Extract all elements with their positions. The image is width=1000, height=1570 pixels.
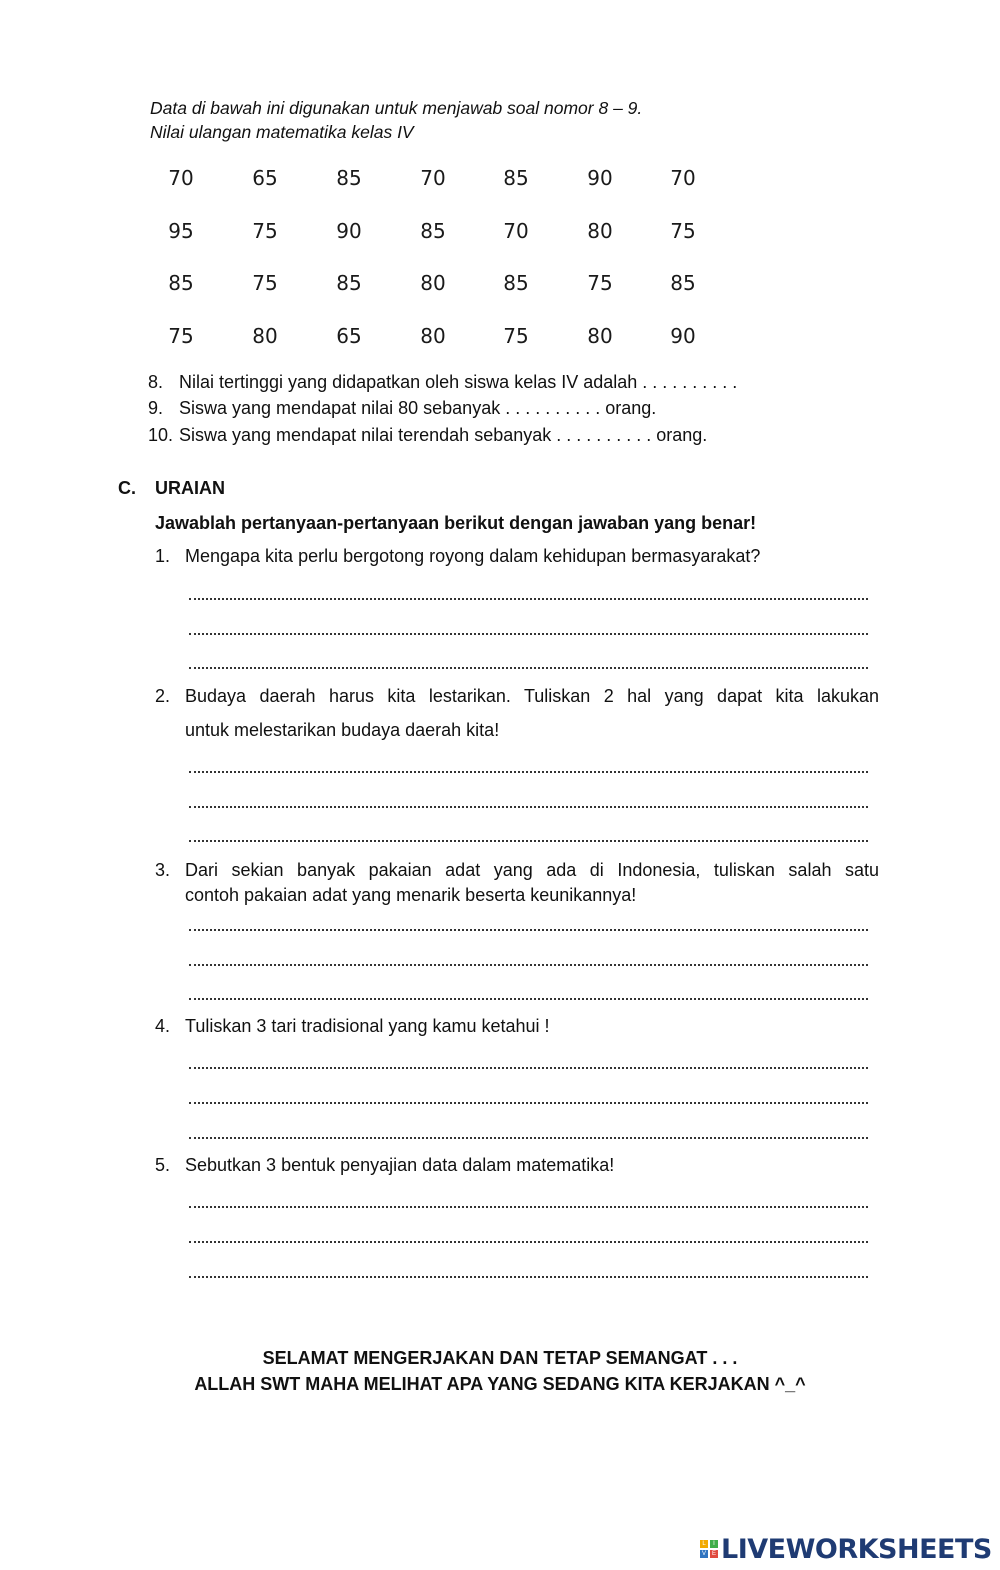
closing-line-1: SELAMAT MENGERJAKAN DAN TETAP SEMANGAT . . . (262, 1348, 738, 1368)
essay-question-1 (155, 546, 760, 567)
section-heading (118, 478, 225, 499)
question-number: 9. (148, 398, 164, 418)
answer-line[interactable] (189, 1102, 868, 1104)
question-10 (148, 425, 707, 446)
essay-question-2-text: Budaya daerah harus kita lestarikan. Tuliskan 2 hal yang dapat kita lakukan (185, 686, 879, 706)
answer-line[interactable] (189, 964, 868, 966)
logo-tile: L (700, 1540, 708, 1548)
essay-question-5 (155, 1155, 614, 1176)
closing-line-2: ALLAH SWT MAHA MELIHAT APA YANG SEDANG KITA KERJAKAN ^_^ (194, 1374, 806, 1394)
data-cell: 85 (420, 219, 446, 243)
data-cell: 80 (420, 271, 446, 295)
question-number: 5. (155, 1155, 171, 1175)
data-cell: 75 (503, 324, 529, 348)
data-cell: 85 (503, 271, 529, 295)
data-table-caption: Nilai ulangan matematika kelas IV (150, 122, 414, 142)
data-intro-line: Data di bawah ini digunakan untuk menjawab soal nomor 8 – 9. (150, 98, 643, 118)
question-text: Mengapa kita perlu bergotong royong dalam kehidupan bermasyarakat? (185, 546, 761, 566)
data-cell: 80 (587, 219, 613, 243)
data-cell: 75 (252, 219, 278, 243)
data-cell: 70 (503, 219, 529, 243)
answer-line[interactable] (189, 1137, 868, 1139)
answer-line[interactable] (189, 1241, 868, 1243)
data-cell: 90 (670, 324, 696, 348)
answer-line[interactable] (189, 1276, 868, 1278)
data-cell: 85 (670, 271, 696, 295)
question-number: 1. (155, 546, 171, 566)
logo-tile: E (711, 1551, 716, 1557)
data-cell: 80 (420, 324, 446, 348)
question-text: Nilai tertinggi yang didapatkan oleh siswa kelas IV adalah . . . . . . . . . . (179, 372, 738, 392)
essay-question-3-text: Dari sekian banyak pakaian adat yang ada di Indonesia, tuliskan salah satu (185, 860, 879, 880)
section-letter: C. (118, 478, 136, 498)
question-text: Siswa yang mendapat nilai terendah sebanyak . . . . . . . . . . orang. (179, 425, 708, 445)
data-cell: 75 (670, 219, 696, 243)
essay-question-3-number: 3. (155, 860, 171, 880)
answer-line[interactable] (189, 840, 868, 842)
data-cell: 70 (420, 166, 446, 190)
data-cell: 70 (670, 166, 696, 190)
logo-tile: V (701, 1551, 706, 1557)
question-9 (148, 398, 656, 419)
section-title: URAIAN (155, 478, 225, 498)
data-cell: 65 (336, 324, 362, 348)
data-cell: 90 (336, 219, 362, 243)
answer-line[interactable] (189, 998, 868, 1000)
liveworksheets-brand (700, 1534, 992, 1564)
question-8 (148, 372, 737, 393)
question-number: 8. (148, 372, 164, 392)
question-text: Sebutkan 3 bentuk penyajian data dalam matematika! (185, 1155, 615, 1175)
data-cell: 90 (587, 166, 613, 190)
data-cell: 85 (168, 271, 194, 295)
answer-line[interactable] (189, 1067, 868, 1069)
data-cell: 85 (503, 166, 529, 190)
answer-line[interactable] (189, 771, 868, 773)
answer-line[interactable] (189, 598, 868, 600)
essay-question-2-continued: untuk melestarikan budaya daerah kita! (185, 720, 500, 740)
question-text: Siswa yang mendapat nilai 80 sebanyak . . . . . . . . . . orang. (179, 398, 657, 418)
liveworksheets-logo-icon (700, 1540, 718, 1558)
data-cell: 95 (168, 219, 194, 243)
brand-name: LIVEWORKSHEETS (721, 1533, 992, 1565)
question-number: 10. (148, 425, 174, 445)
answer-line[interactable] (189, 633, 868, 635)
essay-question-2-number: 2. (155, 686, 171, 706)
data-cell: 65 (252, 166, 278, 190)
answer-line[interactable] (189, 929, 868, 931)
logo-tile: I (710, 1540, 718, 1548)
data-cell: 75 (587, 271, 613, 295)
data-cell: 80 (252, 324, 278, 348)
data-cell: 85 (336, 166, 362, 190)
data-cell: 70 (168, 166, 194, 190)
essay-question-3-continued: contoh pakaian adat yang menarik beserta keunikannya! (185, 885, 637, 905)
data-cell: 75 (252, 271, 278, 295)
data-cell: 85 (336, 271, 362, 295)
answer-line[interactable] (189, 667, 868, 669)
answer-line[interactable] (189, 806, 868, 808)
data-cell: 75 (168, 324, 194, 348)
answer-line[interactable] (189, 1206, 868, 1208)
question-text: Tuliskan 3 tari tradisional yang kamu ketahui ! (185, 1016, 550, 1036)
data-cell: 80 (587, 324, 613, 348)
instruction-text: Jawablah pertanyaan-pertanyaan berikut dengan jawaban yang benar! (155, 513, 757, 533)
question-number: 4. (155, 1016, 171, 1036)
essay-question-4 (155, 1016, 550, 1037)
